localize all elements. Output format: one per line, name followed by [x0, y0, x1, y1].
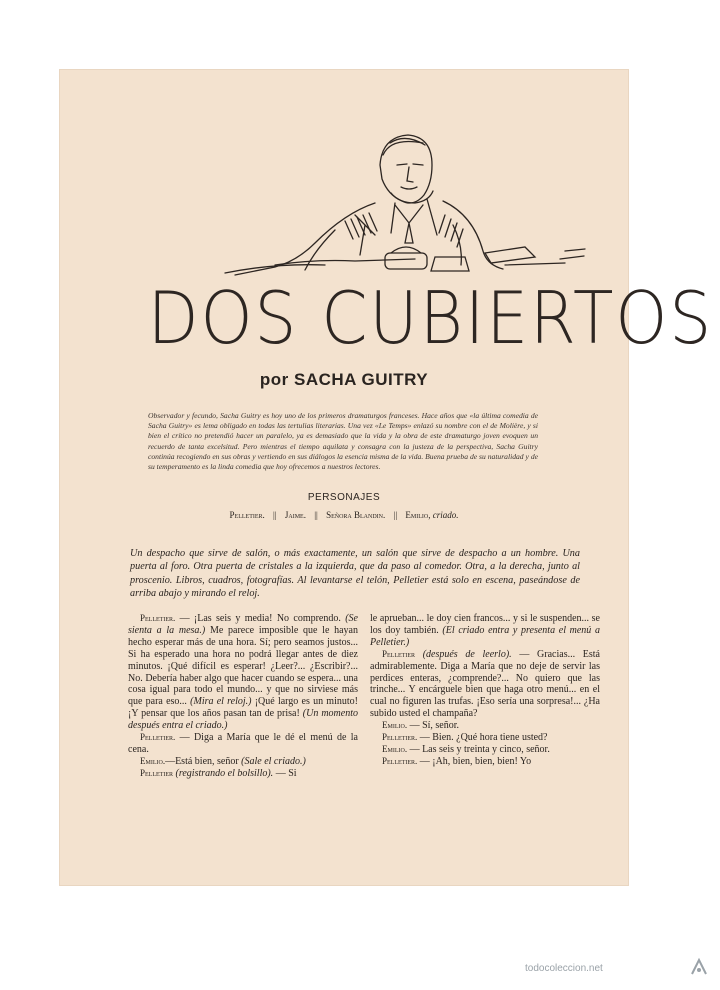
line-text: — Gracias... Está admirablemente. Diga a María que no deje de servir las perdices enteras, ¿comprende?... No quiero que las trinche... Y encárguele bien que haga otro menú... en el cual no figuren las trufas. ¡Eso sería una sorpresa!... ¿Ha subido usted el champaña?: [370, 648, 600, 720]
line-text: Me parece imposible que le hayan hecho esperar más de una hora. Sí; pero seamos justos... Si ha esperado una hora no podrá llegar antes de diez minutos. ¡Qué difícil es esperar! ¿Leer?... ¿Escribir?... No. Debería haber algo que hacer cuando se espera... una cosa igual para todo el mundo... y que no sirviese más que para eso...: [128, 624, 358, 708]
line-text: — Las seis y treinta y cinco, señor.: [407, 743, 550, 755]
characters-heading: PERSONAJES: [307, 492, 381, 503]
line-text: —Está bien, señor: [165, 755, 242, 767]
stage-note: (registrando el bolsillo).: [175, 767, 274, 779]
cast-jaime: Jaime.: [284, 510, 306, 520]
stage-note: (Un momento después entra el criado.): [128, 708, 358, 732]
dialogue-line: [370, 756, 600, 768]
line-text: [415, 649, 423, 660]
cast-emilio-role: criado.: [432, 510, 459, 520]
illustration-man-at-desk: [215, 125, 590, 285]
watermark-logo-icon: [688, 956, 710, 978]
stage-note: (Se sienta a la mesa.): [128, 613, 358, 636]
dialogue-line: [370, 744, 600, 756]
dialogue-line: [370, 720, 600, 732]
dialogue-line: [370, 649, 600, 720]
speaker: Emilio.: [382, 743, 408, 754]
cast-pelletier: Pelletier.: [229, 510, 265, 520]
line-text: ¡Qué largo es un minuto! ¡Y pensar que los años pasan tan de prisa!: [128, 696, 358, 720]
dialogue-line: [128, 756, 358, 768]
stage-note: (Sale el criado.): [241, 755, 306, 767]
speaker: Pelletier.: [140, 732, 176, 743]
author-byline: por SACHA GUITRY: [259, 370, 429, 389]
article-title: DOS CUBIERTOS: [147, 276, 714, 360]
dialogue-column-left: [128, 613, 358, 780]
speaker: Pelletier.: [382, 732, 418, 743]
cast-separator: ||: [314, 510, 318, 520]
dialogue-line: [370, 732, 600, 744]
intro-paragraph: Observador y fecundo, Sacha Guitry es hoy uno de los primeros dramaturgos franceses. Hace años que «la última comedia de Sacha Guitry» es lema obligado en todas las tertulias literarias. Una vez «Le Temps» enlazó su nombre con el de Molière, y si bien el crítico no pretendió hacer un paralelo, ya es demasiado que la vida y la obra de este dramaturgo joven evoquen un recuerdo de tanta excelsitud. Pero mientras el tiempo aquilata y consagra con la justeza de la perspectiva, Sacha Guitry continúa recogiendo en sus obras y vertiendo en sus diálogos la esencia misma de la vida. Buena prueba de su naturalidad y de su temperamento es la linda comedia que hoy ofrecemos a nuestros lectores.: [148, 411, 538, 472]
speaker: Pelletier: [382, 648, 415, 659]
watermark-text: todocoleccion.net: [525, 963, 603, 974]
line-text: — Bien. ¿Qué hora tiene usted?: [417, 732, 548, 744]
cast-separator: ||: [273, 510, 277, 520]
line-text: le aprueban... le doy cien francos... y si le suspenden... se los doy también.: [370, 613, 600, 636]
dialogue-column-right: [370, 613, 600, 768]
line-text: — Si: [273, 767, 297, 779]
cast-emilio: Emilio,: [405, 510, 431, 520]
line-text: — ¡Ah, bien, bien, bien! Yo: [417, 755, 532, 767]
stage-note: (El criado entra y presenta el menú a Pelletier.): [370, 624, 600, 648]
dialogue-line: [370, 613, 600, 649]
speaker: Emilio.: [382, 720, 408, 731]
speaker: Pelletier.: [382, 755, 418, 766]
dialogue-line: [128, 613, 358, 732]
cast-separator: ||: [393, 510, 398, 520]
line-text: — Diga a María que le dé el menú de la cena.: [128, 732, 358, 755]
stage-note: (Mira el reloj.): [190, 696, 252, 708]
stage-note: (después de leerlo).: [422, 648, 512, 660]
line-text: — Sí, señor.: [407, 720, 460, 732]
dialogue-line: [128, 732, 358, 756]
cast-list: [60, 510, 628, 520]
magazine-page: [60, 70, 714, 885]
dialogue-line: [128, 768, 358, 780]
speaker: Pelletier: [140, 767, 173, 778]
cast-blandin: Señora Blandin.: [326, 510, 386, 520]
speaker: Emilio.: [140, 755, 166, 766]
line-text: — ¡Las seis y media! No comprendo.: [175, 613, 346, 624]
speaker: Pelletier.: [140, 613, 176, 623]
stage-direction: Un despacho que sirve de salón, o más exactamente, un salón que sirve de despacho a un hombre. Una puerta al foro. Otra puerta de cristales a la izquierda, que da paso al comedor. Otra, a la derecha, junto al proscenio. Libros, cuadros, fotografías. Al levantarse el telón, Pelletier está solo en escena, paseándose de arriba abajo y mirando el reloj.: [130, 548, 580, 599]
